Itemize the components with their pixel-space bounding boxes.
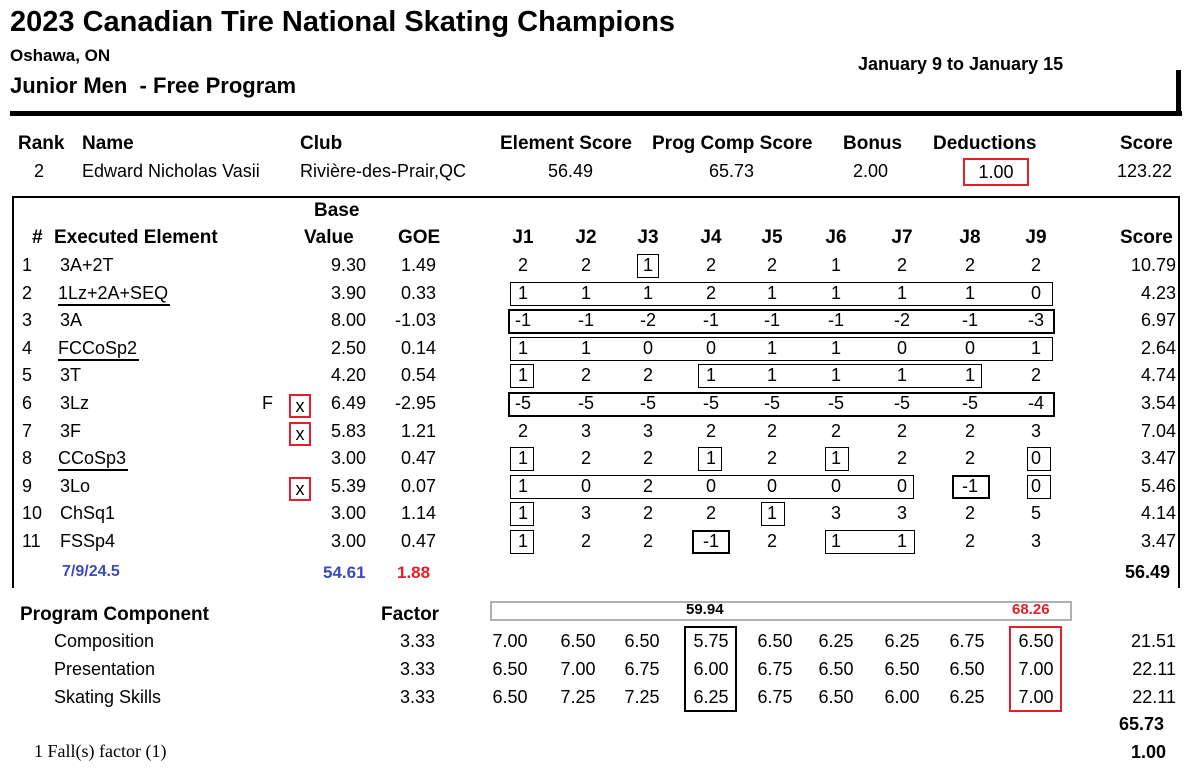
element-name: 3Lo bbox=[60, 475, 91, 496]
skater-total-score: 123.22 bbox=[1117, 161, 1173, 181]
judge-goe-1: 1 bbox=[517, 448, 528, 469]
judge-goe-7: 0 bbox=[896, 475, 907, 496]
element-name: CCoSp3 bbox=[58, 448, 128, 471]
judge-goe-7: 1 bbox=[896, 365, 907, 386]
judge-goe-6: 0 bbox=[830, 475, 841, 496]
judge-goe-1: 2 bbox=[517, 255, 528, 275]
judge-goe-6: 1 bbox=[830, 365, 841, 386]
judge-goe-1: 1 bbox=[517, 337, 528, 358]
element-score: 5.46 bbox=[1140, 475, 1176, 496]
goe-mark-box bbox=[1027, 447, 1051, 471]
element-number: 10 bbox=[22, 503, 43, 524]
pc-high-total: 68.26 bbox=[1012, 601, 1050, 618]
judge-header-5: J5 bbox=[761, 227, 783, 248]
judge-goe-8: 1 bbox=[964, 365, 975, 386]
judge-goe-9: -3 bbox=[1027, 310, 1044, 331]
judge-goe-6: -5 bbox=[827, 393, 844, 413]
goe-mark-box bbox=[510, 502, 534, 526]
judge-goe-4: 1 bbox=[705, 448, 716, 469]
element-goe: 0.14 bbox=[400, 337, 436, 358]
judge-goe-1: 1 bbox=[517, 365, 528, 386]
judge-goe-5: 1 bbox=[766, 365, 777, 386]
element-goe: 0.33 bbox=[400, 282, 436, 303]
bonus-header: Bonus bbox=[843, 133, 903, 154]
element-name: ChSq1 bbox=[60, 503, 116, 524]
judge-goe-2: -1 bbox=[577, 310, 594, 331]
component-judge-6: 6.50 bbox=[818, 659, 854, 679]
bonus-x-mark: x bbox=[289, 394, 311, 418]
component-judge-4: 6.25 bbox=[693, 687, 729, 707]
judge-goe-2: 0 bbox=[580, 475, 591, 496]
judge-header-8: J8 bbox=[959, 227, 981, 248]
judge-goe-6: -1 bbox=[827, 310, 844, 331]
judge-goe-5: 2 bbox=[766, 531, 777, 551]
number-header: # bbox=[32, 227, 43, 248]
skater-name: Edward Nicholas Vasii bbox=[82, 161, 260, 181]
goe-mark-box bbox=[510, 530, 534, 554]
judge-goe-5: 1 bbox=[766, 282, 777, 303]
element-name: 3Lz bbox=[60, 393, 90, 413]
element-score: 3.54 bbox=[1140, 393, 1176, 413]
rank-header: Rank bbox=[18, 133, 65, 154]
fall-deduction-label: 1 Fall(s) factor (1) bbox=[34, 741, 167, 761]
judge-goe-4: 2 bbox=[705, 503, 716, 524]
skater-rank: 2 bbox=[34, 161, 45, 181]
competition-title: 2023 Canadian Tire National Skating Champions bbox=[10, 6, 676, 38]
element-number: 6 bbox=[22, 393, 33, 413]
element-name: 3T bbox=[60, 365, 82, 386]
judge-goe-8: -5 bbox=[961, 393, 978, 413]
judge-goe-7: 2 bbox=[896, 448, 907, 469]
component-judge-8: 6.50 bbox=[949, 659, 985, 679]
goe-header: GOE bbox=[398, 227, 441, 248]
component-judge-1: 6.50 bbox=[492, 687, 528, 707]
judge-goe-2: 1 bbox=[580, 337, 591, 358]
judge-goe-7: 2 bbox=[896, 255, 907, 275]
competition-location: Oshawa, ON bbox=[10, 46, 111, 65]
judge-goe-2: 3 bbox=[580, 503, 591, 524]
element-base-value: 2.50 bbox=[330, 337, 366, 358]
goe-mark-box bbox=[761, 502, 785, 526]
element-score: 4.14 bbox=[1140, 503, 1176, 524]
judge-goe-7: -2 bbox=[893, 310, 910, 331]
element-name: 3F bbox=[60, 420, 82, 441]
component-judge-8: 6.25 bbox=[949, 687, 985, 707]
judge-goe-3: 2 bbox=[642, 475, 653, 496]
judge-goe-5: -1 bbox=[763, 310, 780, 331]
component-judge-9: 6.50 bbox=[1018, 631, 1054, 651]
judge-goe-8: 2 bbox=[964, 531, 975, 551]
header-divider bbox=[10, 111, 1182, 116]
element-score-col-header: Score bbox=[1120, 227, 1173, 248]
skater-bonus: 2.00 bbox=[853, 161, 889, 181]
component-judge-9: 7.00 bbox=[1018, 659, 1054, 679]
goe-mark-box bbox=[510, 447, 534, 471]
judge-goe-5: 1 bbox=[766, 503, 777, 524]
judge-goe-4: 0 bbox=[705, 337, 716, 358]
header-divider-tick bbox=[1176, 70, 1181, 116]
goe-mark-box bbox=[1027, 475, 1051, 499]
judge-goe-4: -1 bbox=[702, 531, 719, 551]
judge-goe-7: 1 bbox=[896, 531, 907, 551]
component-name: Presentation bbox=[54, 659, 156, 679]
judge-goe-9: 2 bbox=[1030, 255, 1041, 275]
judge-goe-1: 2 bbox=[517, 420, 528, 441]
judge-goe-5: 2 bbox=[766, 420, 777, 441]
element-score: 3.47 bbox=[1140, 448, 1176, 469]
goe-mark-box bbox=[698, 447, 722, 471]
element-name: FCCoSp2 bbox=[58, 338, 139, 361]
judge-goe-6: 1 bbox=[830, 448, 841, 469]
component-judge-3: 7.25 bbox=[624, 687, 660, 707]
judge-goe-3: 0 bbox=[642, 337, 653, 358]
component-judge-1: 6.50 bbox=[492, 659, 528, 679]
element-score: 3.47 bbox=[1140, 531, 1176, 551]
skater-deductions: 1.00 bbox=[963, 158, 1029, 186]
judge-goe-5: 0 bbox=[766, 475, 777, 496]
component-judge-4: 5.75 bbox=[693, 631, 729, 651]
skater-club: Rivière-des-Prair,QC bbox=[300, 161, 467, 181]
element-base-value: 3.00 bbox=[330, 448, 366, 469]
element-score: 2.64 bbox=[1140, 337, 1176, 358]
component-name: Composition bbox=[54, 631, 155, 651]
fall-deduction-value: 1.00 bbox=[1131, 742, 1167, 762]
prog-comp-score-header: Prog Comp Score bbox=[652, 133, 813, 154]
element-score: 10.79 bbox=[1130, 255, 1176, 275]
judge-goe-3: 2 bbox=[642, 448, 653, 469]
judge-goe-8: -1 bbox=[961, 310, 978, 331]
base-value-total: 54.61 bbox=[323, 563, 366, 582]
judge-header-3: J3 bbox=[637, 227, 659, 248]
event-name: Junior Men - Free Program bbox=[10, 73, 297, 98]
element-score: 4.74 bbox=[1140, 365, 1176, 386]
component-judge-3: 6.75 bbox=[624, 659, 660, 679]
competition-dates: January 9 to January 15 bbox=[858, 54, 1064, 74]
element-goe: -1.03 bbox=[394, 310, 436, 331]
component-score: 22.11 bbox=[1132, 687, 1176, 707]
judge-goe-2: -5 bbox=[577, 393, 594, 413]
goe-range-box bbox=[508, 309, 1055, 334]
element-number: 8 bbox=[22, 448, 33, 469]
judge-goe-6: 1 bbox=[830, 255, 841, 275]
judge-goe-2: 3 bbox=[580, 420, 591, 441]
judge-header-2: J2 bbox=[575, 227, 597, 248]
goe-total: 1.88 bbox=[397, 563, 431, 582]
executed-element-header: Executed Element bbox=[54, 227, 218, 248]
judge-goe-2: 2 bbox=[580, 255, 591, 275]
judge-goe-9: 0 bbox=[1030, 448, 1041, 469]
element-score: 7.04 bbox=[1140, 420, 1176, 441]
goe-mark-box bbox=[510, 337, 1053, 361]
goe-mark-box bbox=[825, 530, 915, 554]
component-judge-4: 6.00 bbox=[693, 659, 729, 679]
factor-header: Factor bbox=[381, 604, 440, 625]
element-number: 4 bbox=[22, 337, 33, 358]
judge-goe-3: 2 bbox=[642, 503, 653, 524]
judge-goe-3: -5 bbox=[639, 393, 656, 413]
skater-prog-comp-score: 65.73 bbox=[709, 161, 755, 181]
component-judge-5: 6.75 bbox=[757, 687, 793, 707]
goe-mark-box bbox=[510, 364, 534, 388]
judge-goe-4: 2 bbox=[705, 255, 716, 275]
judge-goe-3: -2 bbox=[639, 310, 656, 331]
judge-goe-4: 0 bbox=[705, 475, 716, 496]
judge-goe-3: 2 bbox=[642, 365, 653, 386]
component-judge-9: 7.00 bbox=[1018, 687, 1054, 707]
element-goe: 1.14 bbox=[400, 503, 436, 524]
base-value-header-1: Base bbox=[314, 200, 360, 221]
judge-goe-6: 2 bbox=[830, 420, 841, 441]
element-base-value: 5.83 bbox=[330, 420, 366, 441]
component-score: 21.51 bbox=[1130, 631, 1176, 651]
judge-goe-8: 0 bbox=[964, 337, 975, 358]
bonus-x-mark: x bbox=[289, 422, 311, 446]
component-factor: 3.33 bbox=[400, 659, 436, 679]
judge-goe-9: 5 bbox=[1030, 503, 1041, 524]
element-number: 3 bbox=[22, 310, 33, 331]
judge-goe-9: -4 bbox=[1027, 393, 1044, 413]
goe-mark-box bbox=[698, 364, 982, 388]
score-header: Score bbox=[1120, 133, 1173, 154]
element-base-value: 8.00 bbox=[330, 310, 366, 331]
judge-goe-7: 0 bbox=[896, 337, 907, 358]
element-base-value: 9.30 bbox=[330, 255, 366, 275]
element-base-value: 3.00 bbox=[330, 531, 366, 551]
judge-goe-3: 1 bbox=[642, 282, 653, 303]
skater-element-score: 56.49 bbox=[548, 161, 594, 181]
element-score: 6.97 bbox=[1140, 310, 1176, 331]
judge-goe-8: -1 bbox=[961, 475, 978, 496]
judge-header-1: J1 bbox=[512, 227, 534, 248]
judge-goe-1: 1 bbox=[517, 475, 528, 496]
judge-goe-2: 2 bbox=[580, 448, 591, 469]
judge-goe-9: 3 bbox=[1030, 420, 1041, 441]
judge-goe-7: 2 bbox=[896, 420, 907, 441]
judge-goe-1: 1 bbox=[517, 282, 528, 303]
pc-low-total: 59.94 bbox=[686, 601, 724, 618]
element-base-value: 3.90 bbox=[330, 282, 366, 303]
element-name: 1Lz+2A+SEQ bbox=[58, 283, 170, 306]
goe-range-box bbox=[508, 392, 1055, 417]
component-judge-7: 6.25 bbox=[884, 631, 920, 651]
goe-range-box bbox=[952, 475, 990, 499]
goe-mark-box bbox=[825, 447, 849, 471]
element-number: 5 bbox=[22, 365, 33, 386]
judge-goe-4: 2 bbox=[705, 420, 716, 441]
element-number: 7 bbox=[22, 420, 33, 441]
component-judge-1: 7.00 bbox=[492, 631, 528, 651]
judge-goe-5: 1 bbox=[766, 337, 777, 358]
pc-total-score: 65.73 bbox=[1119, 714, 1165, 734]
component-judge-5: 6.50 bbox=[757, 631, 793, 651]
component-name: Skating Skills bbox=[54, 687, 162, 707]
judge-goe-1: -5 bbox=[514, 393, 531, 413]
judge-goe-5: -5 bbox=[763, 393, 780, 413]
component-score: 22.11 bbox=[1132, 659, 1176, 679]
judge-goe-4: -5 bbox=[702, 393, 719, 413]
judge-goe-8: 2 bbox=[964, 448, 975, 469]
judge-goe-8: 2 bbox=[964, 503, 975, 524]
judge-goe-3: 1 bbox=[642, 255, 653, 275]
element-base-value: 3.00 bbox=[330, 503, 366, 524]
program-component-header: Program Component bbox=[20, 604, 209, 625]
element-name: 3A bbox=[60, 310, 83, 331]
component-judge-2: 7.00 bbox=[560, 659, 596, 679]
judge-goe-9: 0 bbox=[1030, 475, 1041, 496]
judge-goe-6: 1 bbox=[830, 282, 841, 303]
element-goe: 1.49 bbox=[400, 255, 436, 275]
judge-goe-6: 1 bbox=[830, 531, 841, 551]
judge-goe-1: -1 bbox=[514, 310, 531, 331]
judge-goe-9: 2 bbox=[1030, 365, 1041, 386]
goe-mark-box bbox=[510, 475, 914, 499]
component-judge-2: 6.50 bbox=[560, 631, 596, 651]
element-number: 9 bbox=[22, 475, 33, 496]
component-judge-2: 7.25 bbox=[560, 687, 596, 707]
judge-goe-1: 1 bbox=[517, 503, 528, 524]
element-totals-label: 7/9/24.5 bbox=[62, 563, 120, 580]
judge-goe-7: -5 bbox=[893, 393, 910, 413]
judge-goe-2: 2 bbox=[580, 365, 591, 386]
element-name: FSSp4 bbox=[60, 531, 116, 551]
judge-goe-4: 2 bbox=[705, 282, 716, 303]
judge-goe-8: 2 bbox=[964, 255, 975, 275]
judge-goe-8: 1 bbox=[964, 282, 975, 303]
element-score-total: 56.49 bbox=[1125, 562, 1171, 582]
bonus-x-mark: x bbox=[289, 477, 311, 501]
judge-goe-8: 2 bbox=[964, 420, 975, 441]
component-factor: 3.33 bbox=[400, 631, 436, 651]
component-judge-8: 6.75 bbox=[949, 631, 985, 651]
component-judge-7: 6.50 bbox=[884, 659, 920, 679]
name-header: Name bbox=[82, 133, 134, 154]
element-goe: 1.21 bbox=[400, 420, 436, 441]
club-header: Club bbox=[300, 133, 343, 154]
judge-goe-6: 3 bbox=[830, 503, 841, 524]
element-goe: 0.47 bbox=[400, 531, 436, 551]
judge-header-7: J7 bbox=[891, 227, 913, 248]
element-base-value: 5.39 bbox=[330, 475, 366, 496]
component-judge-5: 6.75 bbox=[757, 659, 793, 679]
judge-goe-9: 1 bbox=[1030, 337, 1041, 358]
judge-goe-9: 3 bbox=[1030, 531, 1041, 551]
goe-range-box bbox=[692, 530, 730, 554]
judge-header-9: J9 bbox=[1025, 227, 1047, 248]
element-number: 11 bbox=[22, 531, 41, 551]
component-judge-6: 6.50 bbox=[818, 687, 854, 707]
judge-goe-5: 2 bbox=[766, 255, 777, 275]
element-number: 2 bbox=[22, 282, 33, 303]
element-score-header: Element Score bbox=[500, 133, 632, 154]
component-factor: 3.33 bbox=[400, 687, 436, 707]
base-value-header-2: Value bbox=[304, 227, 354, 248]
component-judge-3: 6.50 bbox=[624, 631, 660, 651]
judge-goe-2: 1 bbox=[580, 282, 591, 303]
element-goe: 0.54 bbox=[400, 365, 436, 386]
element-base-value: 6.49 bbox=[330, 393, 366, 413]
pc-j4-highlight bbox=[684, 626, 737, 712]
element-score: 4.23 bbox=[1140, 282, 1176, 303]
element-number: 1 bbox=[22, 255, 33, 275]
judge-goe-3: 3 bbox=[642, 420, 653, 441]
pc-j9-highlight bbox=[1009, 626, 1062, 712]
judge-goe-1: 1 bbox=[517, 531, 528, 551]
element-info-flag: F bbox=[262, 393, 273, 413]
judge-header-4: J4 bbox=[700, 227, 722, 248]
deductions-header: Deductions bbox=[933, 133, 1037, 154]
element-goe: 0.07 bbox=[400, 475, 436, 496]
judge-goe-2: 2 bbox=[580, 531, 591, 551]
element-goe: -2.95 bbox=[394, 393, 436, 413]
judge-goe-6: 1 bbox=[830, 337, 841, 358]
pc-range-bar bbox=[490, 601, 1072, 621]
component-judge-7: 6.00 bbox=[884, 687, 920, 707]
goe-mark-box bbox=[510, 282, 1053, 306]
judge-header-6: J6 bbox=[825, 227, 847, 248]
element-goe: 0.47 bbox=[400, 448, 436, 469]
judge-goe-4: 1 bbox=[705, 365, 716, 386]
judge-goe-4: -1 bbox=[702, 310, 719, 331]
judge-goe-3: 2 bbox=[642, 531, 653, 551]
judge-goe-7: 3 bbox=[896, 503, 907, 524]
goe-mark-box bbox=[637, 254, 659, 278]
element-name: 3A+2T bbox=[60, 255, 114, 275]
judge-goe-5: 2 bbox=[766, 448, 777, 469]
judge-goe-7: 1 bbox=[896, 282, 907, 303]
component-judge-6: 6.25 bbox=[818, 631, 854, 651]
judge-goe-9: 0 bbox=[1030, 282, 1041, 303]
element-base-value: 4.20 bbox=[330, 365, 366, 386]
